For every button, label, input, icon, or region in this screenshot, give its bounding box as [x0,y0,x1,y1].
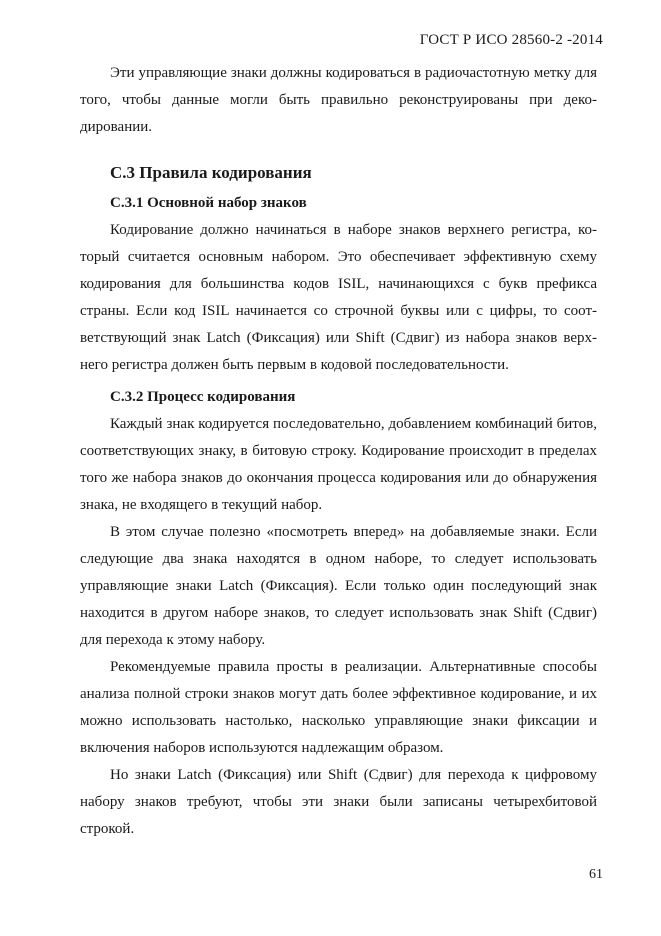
subsection-heading-basic-set: С.3.1 Основной набор знаков [110,195,307,211]
process-paragraph-4: Но знаки Latch (Фиксация) или Shift (Сдвиг) для перехода к цифровому набору знаков требуют, чтобы эти знаки были записаны четырехбитовой строкой. [80,767,597,837]
process-paragraph-1: Каждый знак кодируется последовательно, добавлением комбинаций битов, соответствующих знаку, в битовую строку. Кодирование происходит в пределах того же набора знаков до окончания процесса кодирования или до обнаружения знака, не входящего в текущий набор. [80,416,597,513]
page-number: 61 [589,867,603,882]
subsection-heading-process: С.3.2 Процесс кодирования [110,389,296,405]
process-paragraph-2: В этом случае полезно «посмотреть вперед» на добавляемые знаки. Если следующие два знака находятся в одном наборе, то следует использовать управляющие знаки Latch (Фиксация). Если только один последующий знак находится в другом наборе знаков, то следует использовать знак Shift (Сдвиг) для перехода к этому набору. [80,524,597,648]
process-paragraph-3: Рекомендуемые правила просты в реализации. Альтернативные способы анализа полной строки знаков могут дать более эффективное кодирование, и их можно использовать настолько, насколько управляющие знаки фиксации и включения наборов используются надлежащим образом. [80,659,597,756]
document-header: ГОСТ Р ИСО 28560-2 -2014 [419,32,603,48]
basic-set-paragraph: Кодирование должно начинаться в наборе знаков верхнего регистра, ко-торый считается основным набором. Это обеспечивает эффективную схему кодирования для большинства кодов ISIL, начинающихся с букв префикса страны. Если код ISIL начинается со строчной буквы или с цифры, то соот-ветствующий знак Latch (Фиксация) или Shift (Сдвиг) из набора знаков верх-него регистра должен быть первым в кодовой последовательности. [80,222,597,373]
section-heading: С.3 Правила кодирования [110,163,312,182]
page-body [80,60,597,843]
intro-paragraph: Эти управляющие знаки должны кодироваться в радиочастотную метку для того, чтобы данные могли быть правильно реконструированы при деко-дировании. [80,65,597,135]
